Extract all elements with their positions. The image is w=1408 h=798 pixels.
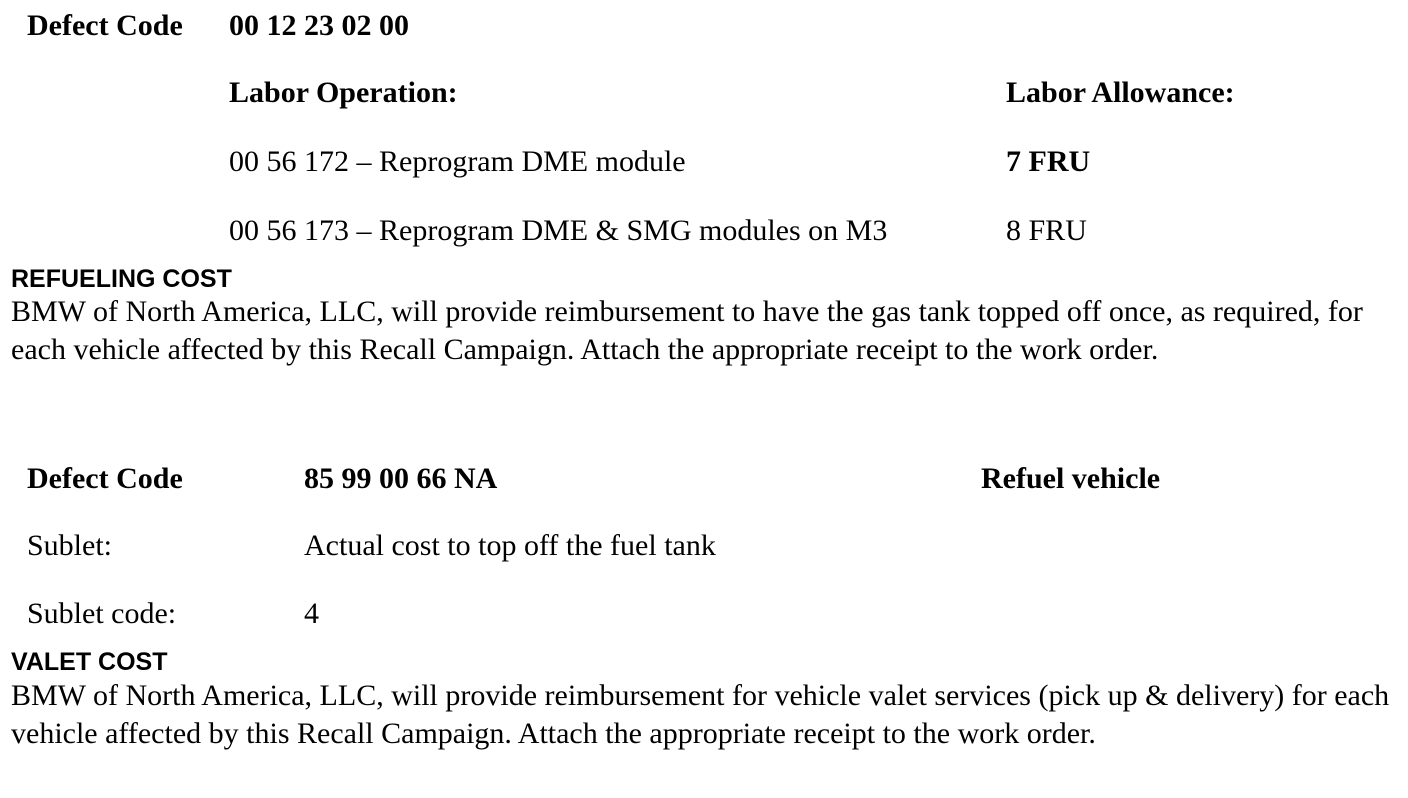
- defect-code-value: 00 12 23 02 00: [229, 9, 409, 42]
- refueling-paragraph: BMW of North America, LLC, will provide reimbursement to have the gas tank topped off once, as required, for each vehicle affected by this Recall Campaign. Attach the appropriate receipt to the work order.: [11, 295, 1363, 366]
- valet-heading: VALET COST: [11, 648, 168, 676]
- defect-code-label: Defect Code: [27, 462, 183, 495]
- defect-code-value: 85 99 00 66 NA: [304, 462, 498, 495]
- sublet-value: Actual cost to top off the fuel tank: [304, 529, 716, 562]
- labor-allowance-header: Labor Allowance:: [1006, 76, 1235, 109]
- labor-operation-header: Labor Operation:: [229, 76, 458, 109]
- valet-paragraph: BMW of North America, LLC, will provide reimbursement for vehicle valet services (pick up & delivery) for each vehicle affected by this Recall Campaign. Attach the appropriate receipt to the work order.: [11, 679, 1390, 750]
- defect-description: Refuel vehicle: [981, 462, 1161, 495]
- labor-allowance: 8 FRU: [1006, 214, 1087, 247]
- labor-operation: 00 56 172 – Reprogram DME module: [229, 145, 686, 178]
- sublet-code-label: Sublet code:: [27, 597, 177, 630]
- defect-code-label: Defect Code: [27, 9, 183, 42]
- refueling-heading: REFUELING COST: [11, 265, 232, 293]
- labor-allowance: 7 FRU: [1006, 145, 1091, 178]
- sublet-code-value: 4: [304, 597, 319, 630]
- labor-operation: 00 56 173 – Reprogram DME & SMG modules on M3: [229, 214, 888, 247]
- sublet-label: Sublet:: [27, 529, 113, 562]
